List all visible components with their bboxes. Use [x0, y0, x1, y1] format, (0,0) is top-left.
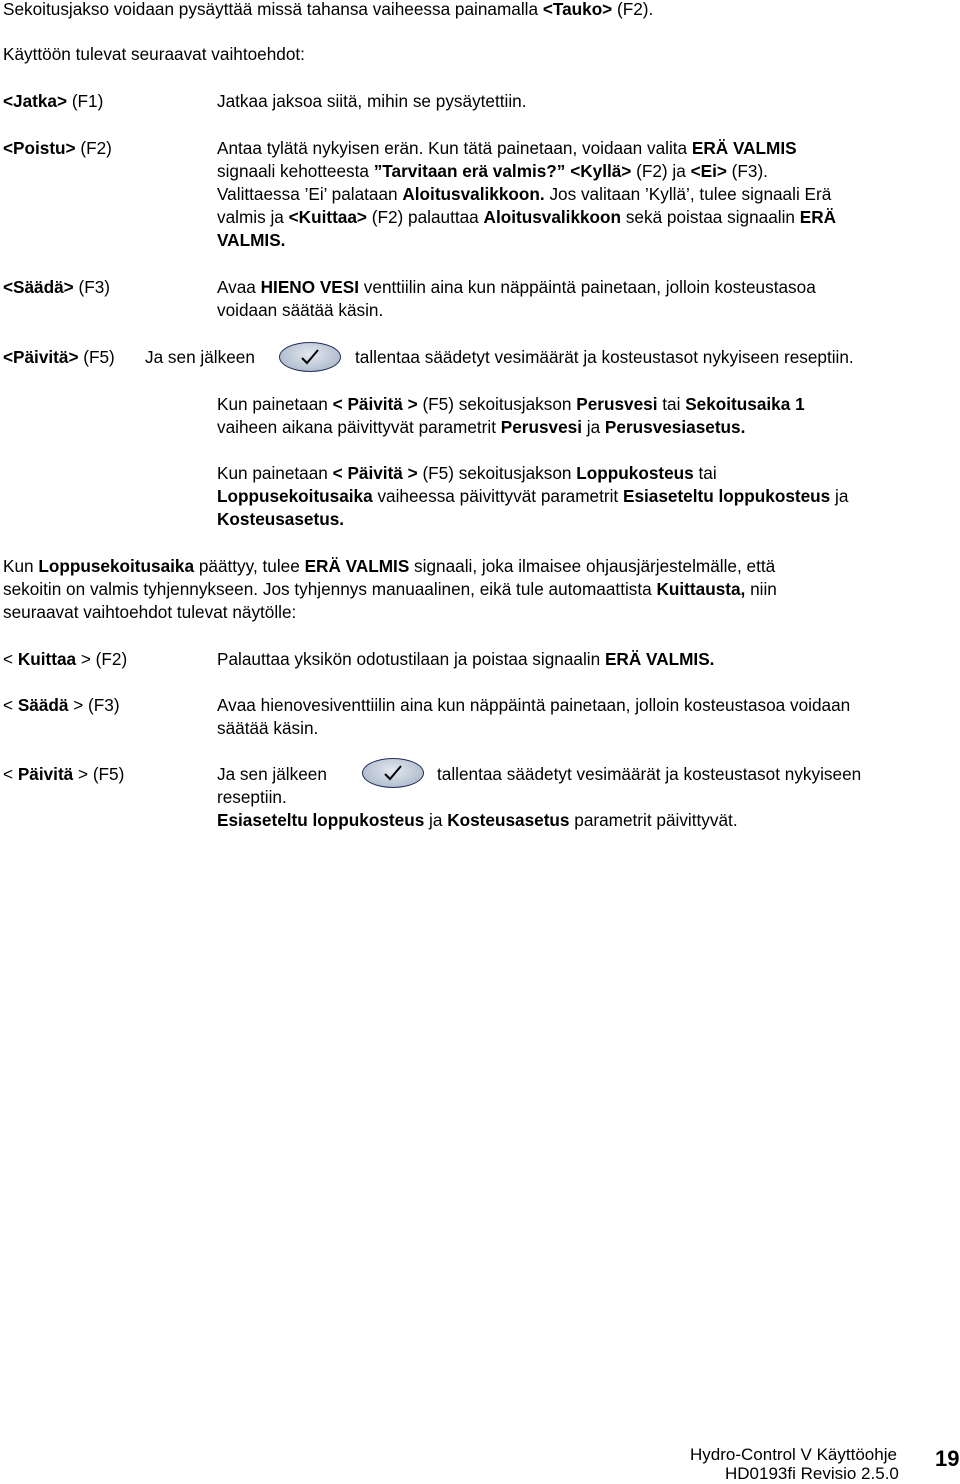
saada-bold: HIENO VESI	[260, 277, 360, 297]
kun2-bold: Kosteusasetus.	[217, 509, 345, 529]
kuittaa-description	[217, 648, 714, 671]
para-bold: Loppusekoitusaika	[38, 556, 195, 576]
paivita2-line-3	[217, 809, 738, 832]
kun2-text: tai	[693, 463, 717, 483]
paivita-then: Ja sen jälkeen	[145, 347, 255, 367]
footer-title: Hydro-Control V Käyttöohje	[690, 1445, 897, 1464]
kun2-line-3	[217, 508, 344, 531]
kun2-text: (F5) sekoitusjakson	[417, 463, 577, 483]
poistu-text: Jos valitaan ’Kyllä’, tulee signaali Erä	[544, 184, 832, 204]
intro-line-1	[3, 0, 653, 21]
poistu-text: valmis ja	[217, 207, 289, 227]
kun1-bold: Sekoitusaika 1	[685, 394, 805, 414]
paivita-key: <Päivitä>	[3, 347, 79, 367]
poistu-fkey: (F2)	[75, 138, 112, 158]
poistu-bold: ERÄ VALMIS	[691, 138, 797, 158]
paivita2-line-2: reseptiin.	[217, 787, 287, 807]
tauko-key: <Tauko>	[542, 0, 613, 19]
para-line-2	[3, 578, 777, 601]
poistu-line-5	[217, 229, 285, 252]
checkmark-icon	[362, 758, 424, 788]
intro-text: Sekoitusjakso voidaan pysäyttää missä tahansa vaiheessa painamalla	[3, 0, 543, 19]
para-line-3: seuraavat vaihtoehdot tulevat näytölle:	[3, 602, 297, 622]
poistu-line-1	[217, 137, 797, 160]
kun2-bold: Loppusekoitusaika	[217, 486, 373, 506]
kuittaa-bold: ERÄ VALMIS.	[604, 649, 715, 669]
bracket: <	[3, 764, 18, 784]
paivita-description: tallentaa säädetyt vesimäärät ja kosteustasot nykyiseen reseptiin.	[355, 347, 854, 367]
poistu-bold: Aloitusvalikkoon.	[402, 184, 545, 204]
paivita2-text: ja	[424, 810, 448, 830]
saada-fkey: (F3)	[73, 277, 110, 297]
intro-fkey: (F2).	[612, 0, 654, 19]
saada-line-1	[217, 276, 816, 299]
ei-key: <Ei>	[690, 161, 727, 181]
poistu-text: signaali kehotteesta	[217, 161, 374, 181]
paivita2-then: Ja sen jälkeen	[217, 764, 327, 784]
saada-text: venttiilin aina kun näppäintä painetaan, jolloin kosteustasoa	[359, 277, 816, 297]
kun2-line-1	[217, 462, 717, 485]
kun1-text: Kun painetaan	[217, 394, 333, 414]
paivita-label	[3, 346, 115, 369]
saada-text: Avaa	[217, 277, 261, 297]
kuittaa-label	[3, 648, 127, 671]
kun1-line-2	[217, 416, 745, 439]
paivita-key: < Päivitä >	[332, 394, 418, 414]
paivita2-description: tallentaa säädetyt vesimäärät ja kosteustasot nykyiseen	[437, 764, 862, 784]
saada2-line-1: Avaa hienovesiventtiilin aina kun näppäintä painetaan, jolloin kosteustasoa voidaan	[217, 695, 851, 715]
para-text: signaali, joka ilmaisee ohjausjärjestelmälle, että	[409, 556, 776, 576]
kun1-text: tai	[657, 394, 686, 414]
kun1-text: ja	[581, 417, 605, 437]
checkmark-icon	[279, 342, 341, 372]
kuittaa-key: <Kuittaa>	[288, 207, 367, 227]
para-line-1	[3, 555, 775, 578]
poistu-line-2	[217, 160, 768, 183]
saada-key: Säädä	[17, 695, 69, 715]
poistu-bold: ”Tarvitaan erä valmis?”	[373, 161, 566, 181]
jatka-description: Jatkaa jaksoa siitä, mihin se pysäytettiin.	[217, 91, 527, 111]
kun1-bold: Perusvesi	[500, 417, 582, 437]
kun2-text: ja	[830, 486, 849, 506]
kuittaa-text: Palauttaa yksikön odotustilaan ja poistaa signaalin	[217, 649, 605, 669]
paivita2-label	[3, 763, 124, 786]
poistu-bold: Aloitusvalikkoon	[483, 207, 622, 227]
poistu-text: (F3).	[726, 161, 768, 181]
saada2-line-2: säätää käsin.	[217, 718, 319, 738]
kun1-text: (F5) sekoitusjakson	[417, 394, 577, 414]
poistu-text: (F2) ja	[631, 161, 691, 181]
para-text: niin	[745, 579, 777, 599]
paivita-key: < Päivitä >	[332, 463, 418, 483]
poistu-line-3	[217, 183, 831, 206]
paivita-fkey: (F5)	[78, 347, 115, 367]
poistu-bold: VALMIS.	[217, 230, 286, 250]
paivita-key: Päivitä	[17, 764, 74, 784]
kun2-text: vaiheessa päivittyvät parametrit	[372, 486, 623, 506]
saada2-label	[3, 694, 120, 717]
kuittaa-key: Kuittaa	[17, 649, 77, 669]
kun2-text: Kun painetaan	[217, 463, 333, 483]
kuittaa-fkey: > (F2)	[76, 649, 128, 669]
poistu-text: Antaa tylätä nykyisen erän. Kun tätä painetaan, voidaan valita	[217, 138, 692, 158]
poistu-line-4	[217, 206, 836, 229]
para-text: sekoitin on valmis tyhjennykseen. Jos tyhjennys manuaalinen, eikä tule automaattista	[3, 579, 657, 599]
poistu-text: (F2) palauttaa	[366, 207, 484, 227]
checkmark-glyph	[300, 348, 320, 366]
paivita2-bold: Esiaseteltu loppukosteus	[217, 810, 425, 830]
paivita2-text: parametrit päivittyvät.	[569, 810, 738, 830]
para-bold: Kuittausta,	[656, 579, 746, 599]
para-text: Kun	[3, 556, 39, 576]
kun1-line-1	[217, 393, 805, 416]
poistu-label	[3, 137, 112, 160]
paivita-fkey: > (F5)	[73, 764, 125, 784]
saada-line-2: voidaan säätää käsin.	[217, 300, 384, 320]
para-text: päättyy, tulee	[194, 556, 305, 576]
kun2-bold: Esiaseteltu loppukosteus	[622, 486, 831, 506]
checkmark-glyph	[383, 764, 403, 782]
page-number: 19	[935, 1446, 960, 1471]
bracket: <	[3, 695, 18, 715]
saada-label	[3, 276, 110, 299]
kun1-bold: Perusvesi	[576, 394, 658, 414]
kun1-bold: Perusvesiasetus.	[604, 417, 746, 437]
footer-revision: HD0193fi Revisio 2.5.0	[725, 1464, 899, 1483]
kun1-text: vaiheen aikana päivittyvät parametrit	[217, 417, 501, 437]
saada-key: <Säädä>	[3, 277, 74, 297]
jatka-key: <Jatka>	[3, 91, 68, 111]
poistu-text: Valittaessa ’Ei’ palataan	[217, 184, 403, 204]
kun2-line-2	[217, 485, 848, 508]
jatka-label	[3, 90, 103, 113]
saada-fkey: > (F3)	[68, 695, 120, 715]
para-bold: ERÄ VALMIS	[304, 556, 410, 576]
poistu-key: <Poistu>	[3, 138, 76, 158]
poistu-text: sekä poistaa signaalin	[621, 207, 800, 227]
kun2-bold: Loppukosteus	[576, 463, 694, 483]
jatka-fkey: (F1)	[67, 91, 104, 111]
kylla-key: <Kyllä>	[570, 161, 632, 181]
bracket: <	[3, 649, 18, 669]
poistu-bold: ERÄ	[799, 207, 837, 227]
intro-line-2: Käyttöön tulevat seuraavat vaihtoehdot:	[3, 44, 305, 64]
paivita2-bold: Kosteusasetus	[447, 810, 570, 830]
